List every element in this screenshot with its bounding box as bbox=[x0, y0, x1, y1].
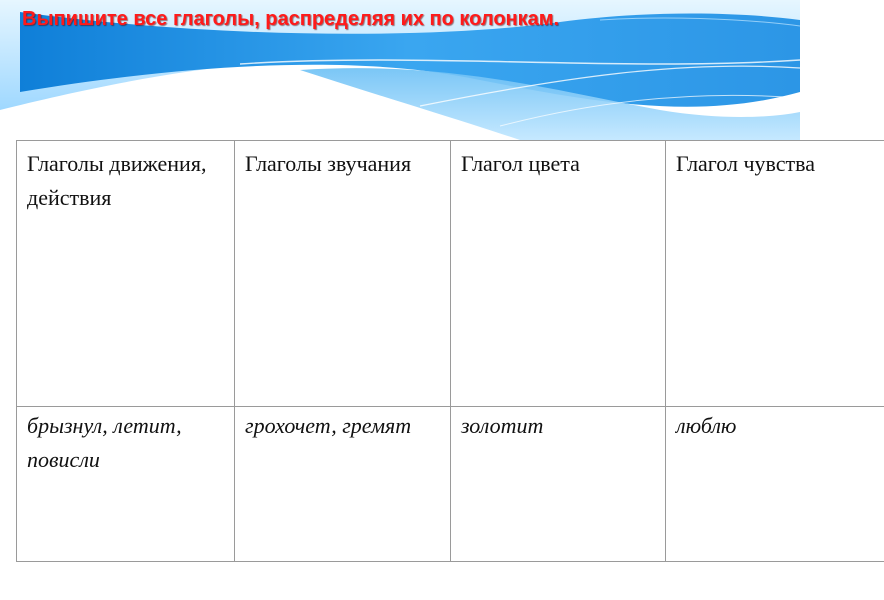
table-header-row bbox=[17, 141, 884, 407]
header-cell-feeling: Глагол чувства bbox=[666, 141, 884, 407]
header-cell-motion: Глаголы движения, действия bbox=[17, 141, 235, 407]
header-cell-sound: Глаголы звучания bbox=[235, 141, 451, 407]
cell-motion-verbs: брызнул, летит, повисли bbox=[17, 407, 235, 562]
slide-title: Выпишите все глаголы, распределяя их по колонкам. bbox=[22, 8, 560, 30]
cell-color-verb: золотит bbox=[451, 407, 666, 562]
header-cell-color: Глагол цвета bbox=[451, 141, 666, 407]
cell-sound-verbs: грохочет, гремят bbox=[235, 407, 451, 562]
table-row bbox=[17, 407, 884, 562]
verbs-table bbox=[16, 140, 884, 562]
cell-feeling-verb: люблю bbox=[666, 407, 884, 562]
